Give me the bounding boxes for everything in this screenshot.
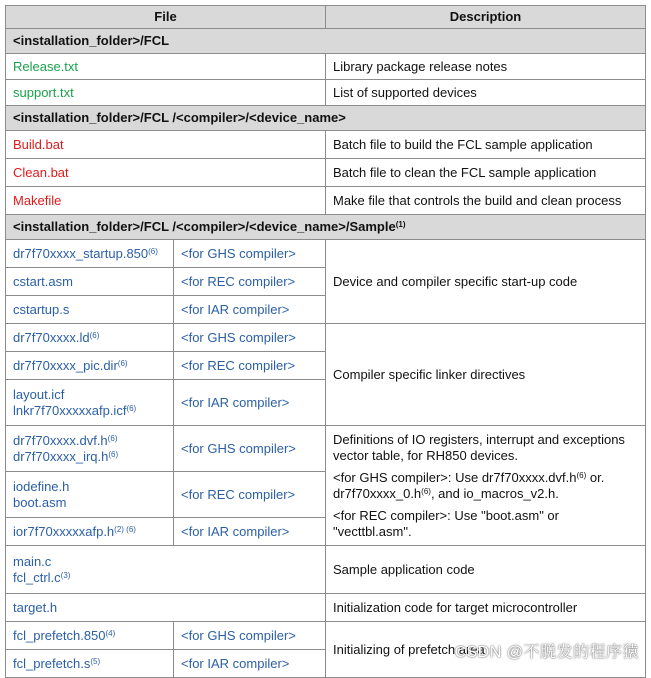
file-name: main.c: [13, 553, 52, 569]
footnote-ref: (6): [576, 470, 587, 480]
file-name: ior7f70xxxxxafp.h: [13, 523, 115, 539]
file-support-txt: support.txt: [6, 80, 326, 106]
footnote-ref: (2) (6): [114, 524, 136, 534]
file-name: layout.icf: [13, 386, 65, 402]
description-cell: Batch file to build the FCL sample application: [326, 131, 646, 159]
description-cell: List of supported devices: [326, 80, 646, 106]
section-header-sample: [6, 215, 646, 240]
file-name: dr7f70xxxx_pic.dir: [13, 357, 118, 373]
table-row: [6, 240, 646, 268]
description-prefetch: Initializing of prefetch area: [326, 622, 646, 678]
file-name: lnkr7f70xxxxxafp.icf: [13, 402, 127, 418]
file-name: dr7f70xxxx.ld: [13, 329, 90, 345]
file-linker-iar: [6, 380, 174, 426]
io-desc-text: <for GHS compiler>: Use dr7f70xxxx.dvf.h: [333, 469, 577, 485]
file-name: iodefine.h: [13, 478, 70, 494]
file-target-h: target.h: [6, 594, 326, 622]
column-header-description: Description: [326, 6, 646, 29]
file-io-iar: [6, 518, 174, 546]
io-desc-text: , and io_macros_v2.h.: [430, 485, 559, 501]
table-row: [6, 159, 646, 187]
file-name: dr7f70xxxx.dvf.h: [13, 432, 108, 448]
io-desc-paragraph-1: Definitions of IO registers, interrupt and exceptions vector table, for RH850 devices.: [333, 431, 625, 463]
table-row: [6, 324, 646, 352]
compiler-rec: <for REC compiler>: [174, 472, 326, 518]
file-name: boot.asm: [13, 494, 67, 510]
description-linker: Compiler specific linker directives: [326, 324, 646, 426]
file-prefetch-ghs: [6, 622, 174, 650]
footnote-ref: (6): [126, 403, 137, 413]
file-linker-rec: [6, 352, 174, 380]
compiler-ghs: <for GHS compiler>: [174, 426, 326, 472]
file-cstartup-s: cstartup.s: [6, 296, 174, 324]
table-row: [6, 594, 646, 622]
description-cell: Make file that controls the build and clean process: [326, 187, 646, 215]
table-row: [6, 54, 646, 80]
compiler-ghs: <for GHS compiler>: [174, 324, 326, 352]
description-main: Sample application code: [326, 546, 646, 594]
file-name: fcl_prefetch.s: [13, 655, 91, 671]
compiler-iar: <for IAR compiler>: [174, 518, 326, 546]
table-row: [6, 131, 646, 159]
footnote-ref: (6): [421, 486, 431, 496]
footnote-ref: (4): [105, 628, 116, 638]
table-row: [6, 546, 646, 594]
section-header-device: <installation_folder>/FCL /<compiler>/<device_name>: [6, 106, 646, 131]
file-linker-ghs: [6, 324, 174, 352]
footnote-ref: (3): [60, 570, 71, 580]
io-desc-paragraph-2: [333, 470, 638, 502]
compiler-rec: <for REC compiler>: [174, 352, 326, 380]
file-io-ghs: [6, 426, 174, 472]
table-row: [6, 426, 646, 472]
compiler-iar: <for IAR compiler>: [174, 296, 326, 324]
section-header-sample-text: <installation_folder>/FCL /<compiler>/<device_name>/Sample: [13, 219, 396, 234]
file-table: [5, 5, 646, 678]
file-prefetch-iar: [6, 650, 174, 678]
footnote-ref: (6): [89, 330, 100, 340]
section-header-fcl: <installation_folder>/FCL: [6, 29, 646, 54]
description-startup: Device and compiler specific start-up code: [326, 240, 646, 324]
footnote-ref: (6): [148, 246, 158, 256]
compiler-iar: <for IAR compiler>: [174, 380, 326, 426]
footnote-ref: (6): [107, 433, 118, 443]
description-cell: Library package release notes: [326, 54, 646, 80]
footnote-ref: (1): [395, 220, 406, 229]
compiler-ghs: <for GHS compiler>: [174, 240, 326, 268]
file-name: fcl_prefetch.850: [13, 627, 106, 643]
compiler-ghs: <for GHS compiler>: [174, 622, 326, 650]
compiler-iar: <for IAR compiler>: [174, 650, 326, 678]
file-name: dr7f70xxxx_startup.850: [13, 245, 149, 261]
compiler-rec: <for REC compiler>: [174, 268, 326, 296]
watermark: CSDN @不脱发的程序猿: [454, 644, 639, 661]
description-target: Initialization code for target microcontroller: [326, 594, 646, 622]
file-clean-bat: Clean.bat: [6, 159, 326, 187]
footnote-ref: (6): [108, 449, 119, 459]
table-row: [6, 187, 646, 215]
file-io-rec: [6, 472, 174, 518]
footnote-ref: (6): [117, 358, 128, 368]
file-cstart-asm: cstart.asm: [6, 268, 174, 296]
file-name: dr7f70xxxx_irq.h: [13, 448, 109, 464]
description-io: [326, 426, 646, 546]
file-name: fcl_ctrl.c: [13, 569, 61, 585]
description-cell: Batch file to clean the FCL sample application: [326, 159, 646, 187]
io-desc-paragraph-3: <for REC compiler>: Use "boot.asm" or "vecttbl.asm".: [333, 507, 559, 539]
file-main: [6, 546, 326, 594]
column-header-file: File: [6, 6, 326, 29]
file-build-bat: Build.bat: [6, 131, 326, 159]
file-makefile: Makefile: [6, 187, 326, 215]
file-startup-ghs: [6, 240, 174, 268]
file-release-txt: Release.txt: [6, 54, 326, 80]
footnote-ref: (5): [90, 656, 101, 666]
table-row: [6, 80, 646, 106]
io-desc-text: or. dr7f70xxxx_0.h: [333, 469, 605, 501]
